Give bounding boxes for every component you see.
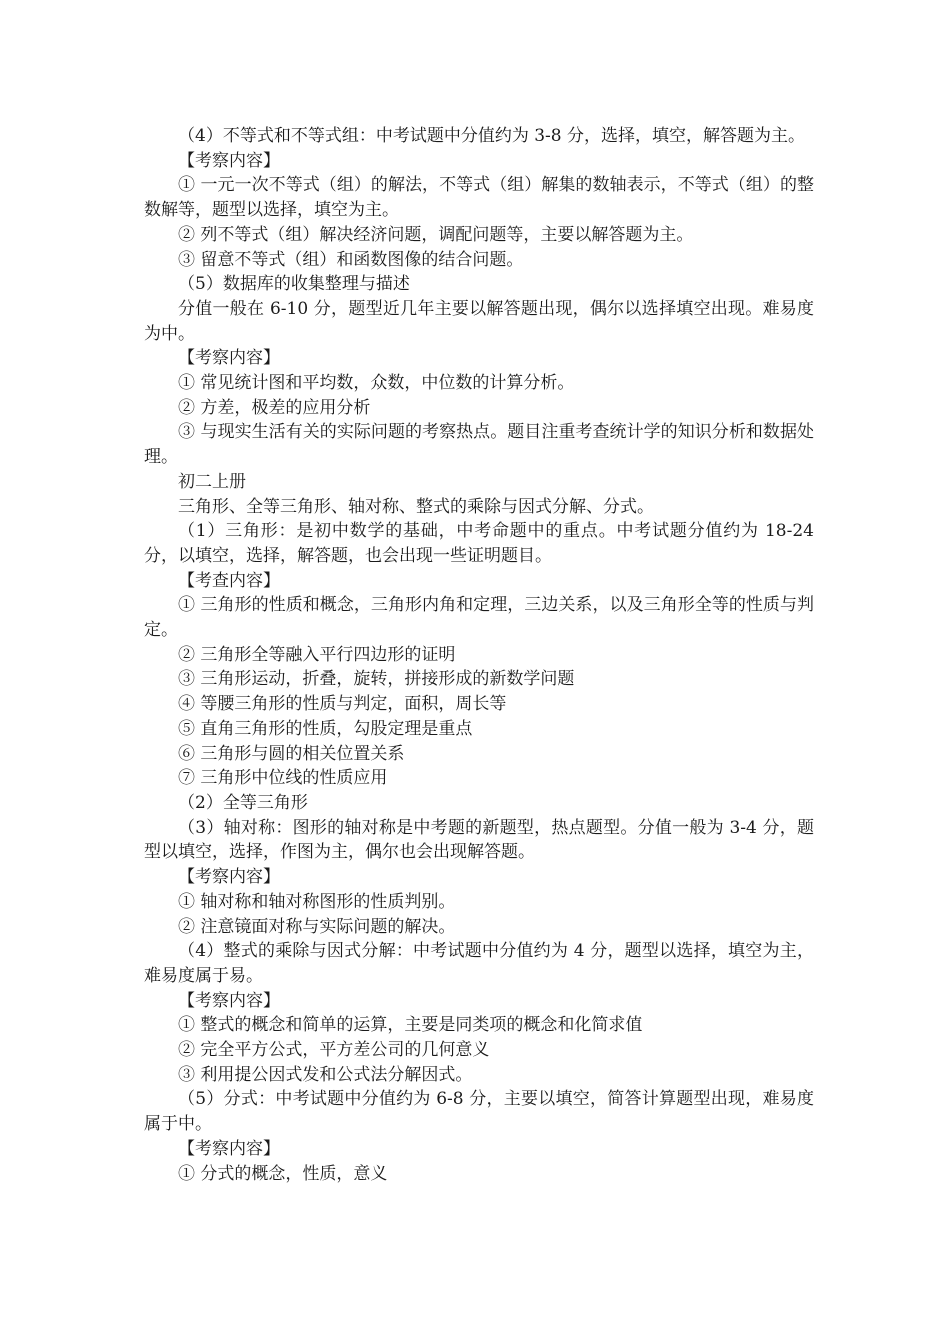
- document-body: [144, 124, 814, 1186]
- list-item: ② 注意镜面对称与实际问题的解决。: [178, 916, 456, 937]
- list-item: ① 常见统计图和平均数，众数，中位数的计算分析。: [178, 373, 575, 394]
- paragraph: 分值一般在 6-10 分，题型近几年主要以解答题出现，偶尔以选择填空出现。难易度为中。: [144, 298, 814, 344]
- list-item: ③ 与现实生活有关的实际问题的考察热点。题目注重考查统计学的知识分析和数据处理。: [144, 422, 814, 468]
- paragraph: （3）轴对称：图形的轴对称是中考题的新题型，热点题型。分值一般为 3-4 分，题型以填空，选择，作图为主，偶尔也会出现解答题。: [144, 817, 814, 863]
- list-item: ② 三角形全等融入平行四边形的证明: [178, 644, 456, 665]
- paragraph: （2）全等三角形: [178, 792, 308, 813]
- list-item: ① 整式的概念和简单的运算，主要是同类项的概念和化简求值: [178, 1015, 643, 1036]
- section-heading: 【考察内容】: [178, 990, 280, 1011]
- paragraph: 初二上册: [178, 471, 246, 492]
- section-heading: 【考察内容】: [178, 867, 280, 888]
- list-item: ③ 利用提公因式发和公式法分解因式。: [178, 1064, 473, 1085]
- paragraph: （4）整式的乘除与因式分解：中考试题中分值约为 4 分，题型以选择，填空为主，难易度属于易。: [144, 941, 814, 986]
- list-item: ② 方差，极差的应用分析: [178, 397, 371, 418]
- paragraph: 三角形、全等三角形、轴对称、整式的乘除与因式分解、分式。: [178, 496, 654, 517]
- list-item: ④ 等腰三角形的性质与判定，面积，周长等: [178, 694, 507, 715]
- section-heading: 【考察内容】: [178, 1138, 280, 1159]
- paragraph: （5）数据库的收集整理与描述: [178, 274, 410, 295]
- list-item: ① 一元一次不等式（组）的解法，不等式（组）解集的数轴表示，不等式（组）的整数解等，题型以选择，填空为主。: [144, 175, 814, 221]
- paragraph: （5）分式：中考试题中分值约为 6-8 分，主要以填空，简答计算题型出现，难易度属于中。: [144, 1089, 814, 1135]
- list-item: ① 轴对称和轴对称图形的性质判别。: [178, 891, 456, 912]
- list-item: ③ 留意不等式（组）和函数图像的结合问题。: [178, 249, 524, 270]
- section-heading: 【考察内容】: [178, 150, 280, 171]
- list-item: ② 完全平方公式，平方差公司的几何意义: [178, 1040, 490, 1061]
- section-heading: 【考察内容】: [178, 348, 280, 369]
- list-item: ⑥ 三角形与圆的相关位置关系: [178, 743, 405, 764]
- paragraph: （4）不等式和不等式组：中考试题中分值约为 3-8 分，选择，填空，解答题为主。: [178, 126, 805, 146]
- list-item: ③ 三角形运动，折叠，旋转，拼接形成的新数学问题: [178, 669, 575, 690]
- list-item: ① 分式的概念，性质，意义: [178, 1163, 388, 1184]
- list-item: ⑤ 直角三角形的性质，勾股定理是重点: [178, 718, 473, 739]
- list-item: ① 三角形的性质和概念，三角形内角和定理，三边关系，以及三角形全等的性质与判定。: [144, 595, 814, 641]
- paragraph: （1）三角形：是初中数学的基础，中考命题中的重点。中考试题分值约为 18-24 分，以填空，选择，解答题，也会出现一些证明题目。: [144, 521, 814, 566]
- list-item: ⑦ 三角形中位线的性质应用: [178, 768, 388, 789]
- section-heading: 【考查内容】: [178, 570, 280, 591]
- list-item: ② 列不等式（组）解决经济问题，调配问题等，主要以解答题为主。: [178, 224, 694, 245]
